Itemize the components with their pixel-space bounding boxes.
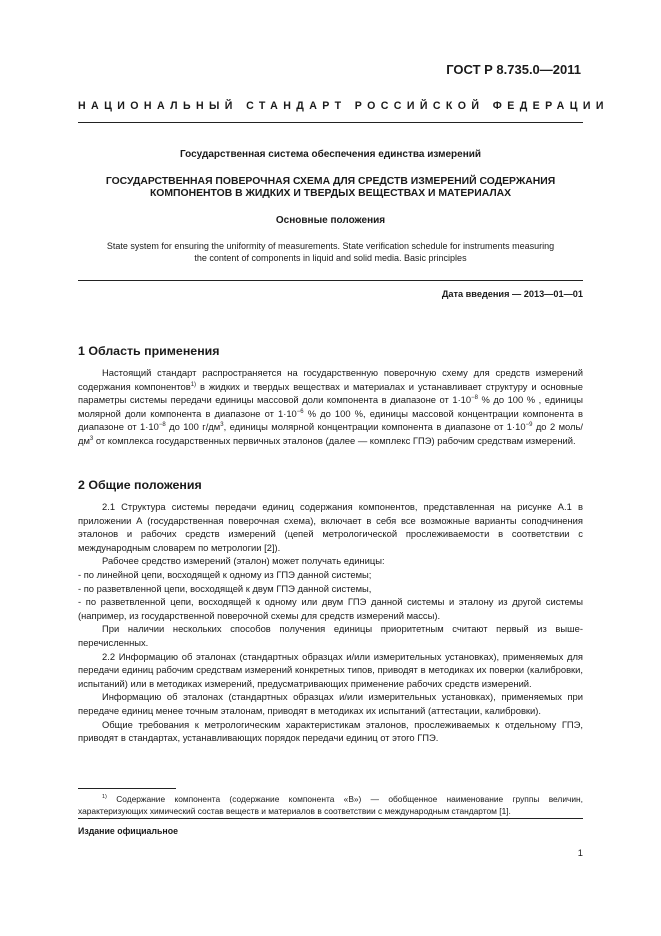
text-run: Настоящий стандарт распространяется на государственную поверочную схему для средств измерений содержания компонентов bbox=[78, 367, 583, 392]
text-run: до 2 моль/дм bbox=[78, 421, 583, 446]
system-title: Государственная система обеспечения единства измерений bbox=[179, 149, 482, 160]
official-edition-label: Издание официальное bbox=[78, 826, 178, 836]
exponent: 3 bbox=[220, 422, 224, 429]
exponent: −8 bbox=[158, 422, 166, 429]
footnote-ref: 1) bbox=[190, 381, 197, 388]
list-item: - по разветвленной цепи, восходящей к одному или двум ГПЭ данной системы и эталону из другой системы (например, из государственной поверочной схемы для средств измерений массы). bbox=[78, 596, 583, 621]
footnote-text: Содержание компонента (содержание компонента «В») — обобщенное наименование группы величин, характеризующих химический состав веществ и материалов в соответствии с международным стандартом [1]. bbox=[78, 793, 583, 816]
text-run: % до 100 % , единицы молярной доли компонента в диапазоне от 1·10 bbox=[78, 394, 583, 419]
footnote-marker: 1) bbox=[102, 794, 107, 800]
section-1-paragraph bbox=[78, 366, 583, 448]
paragraph: Рабочее средство измерений (эталон) может получать единицы: bbox=[102, 555, 385, 567]
exponent: 3 bbox=[89, 435, 94, 442]
list-item: - по линейной цепи, восходящей к одному из ГПЭ данной системы; bbox=[78, 568, 372, 580]
section-1-heading: 1 Область применения bbox=[78, 344, 220, 358]
text-run: от комплекса государственных первичных эталонов (далее — комплекс ГПЭ) рабочим средствам измерений. bbox=[93, 434, 576, 446]
english-title-line: State system for ensuring the uniformity of measurements. State verification schedule for instruments measuring bbox=[106, 241, 555, 251]
paragraph: 2.1 Структура системы передачи единиц содержания компонентов, представленная на рисунке А.1 в приложении А (государственная поверочная схема), включает в себя все возможные варианты соподчинения эталонов и рабочих средств измерений (цепей метрологической прослеживаемости в соответствии с международным словарем по метрологии [2]). bbox=[78, 501, 583, 553]
paragraph: При наличии нескольких способов получения единицы приоритетным считают первый из вышеперечисленных. bbox=[78, 623, 583, 648]
national-standard-banner: НАЦИОНАЛЬНЫЙ СТАНДАРТ РОССИЙСКОЙ ФЕДЕРАЦИИ bbox=[78, 100, 609, 112]
page-number: 1 bbox=[577, 847, 583, 858]
text-run: в жидких и твердых веществах и материалах и устанавливает структуру и основные параметры системы передачи единицы массовой доли компонента в диапазоне от 1·10 bbox=[78, 380, 583, 406]
paragraph: Информацию об эталонах (стандартных образцах и/или измерительных установках), применяемых при передаче единиц менее точным эталонам, приводят в методиках их испытаний (аттестации, калибровки). bbox=[78, 691, 583, 716]
header-divider bbox=[78, 122, 583, 123]
exponent: −6 bbox=[296, 408, 304, 415]
english-title bbox=[78, 240, 583, 264]
text-run: % до 100 %, единицы массовой концентрации компонента в диапазоне от 1·10 bbox=[78, 407, 583, 433]
subtitle: Основные положения bbox=[275, 215, 386, 226]
section-2-heading: 2 Общие положения bbox=[78, 478, 202, 492]
list-item: - по разветвленной цепи, восходящей к двум ГПЭ данной системы, bbox=[78, 582, 372, 594]
text-run: , единицы молярной концентрации компонента в диапазоне от 1·10 bbox=[223, 421, 526, 433]
exponent: −9 bbox=[525, 422, 533, 429]
introduction-date: Дата введения — 2013—01—01 bbox=[441, 289, 583, 299]
main-title bbox=[78, 176, 583, 200]
footnote bbox=[78, 791, 583, 817]
footnote-divider bbox=[78, 788, 176, 789]
exponent: −8 bbox=[471, 395, 478, 402]
footer-divider bbox=[78, 818, 583, 819]
text-run: до 100 г/дм bbox=[165, 421, 221, 433]
english-title-line: the content of components in liquid and solid media. Basic principles bbox=[194, 253, 467, 264]
standard-number: ГОСТ Р 8.735.0—2011 bbox=[446, 62, 581, 77]
paragraph: 2.2 Информацию об эталонах (стандартных образцах и/или измерительных установках), применяемых для передачи единиц рабочим средствам измерений конкретных типов, приводят в методиках их поверки (калибровки, испытаний) или в методиках измерений, предусматривающих применение рабочих средств измерений. bbox=[78, 650, 583, 689]
title-divider bbox=[78, 280, 583, 281]
main-title-line: КОМПОНЕНТОВ В ЖИДКИХ И ТВЕРДЫХ ВЕЩЕСТВАХ И МАТЕРИАЛАХ bbox=[149, 188, 512, 200]
paragraph: Общие требования к метрологическим характеристикам эталонов, прослеживаемых к отдельному ГПЭ, приводят в стандартах, устанавливающих порядок передачи единиц от этого ГПЭ. bbox=[78, 718, 583, 744]
section-2-body bbox=[78, 500, 583, 745]
main-title-line: ГОСУДАРСТВЕННАЯ ПОВЕРОЧНАЯ СХЕМА ДЛЯ СРЕДСТВ ИЗМЕРЕНИЙ СОДЕРЖАНИЯ bbox=[105, 176, 556, 187]
